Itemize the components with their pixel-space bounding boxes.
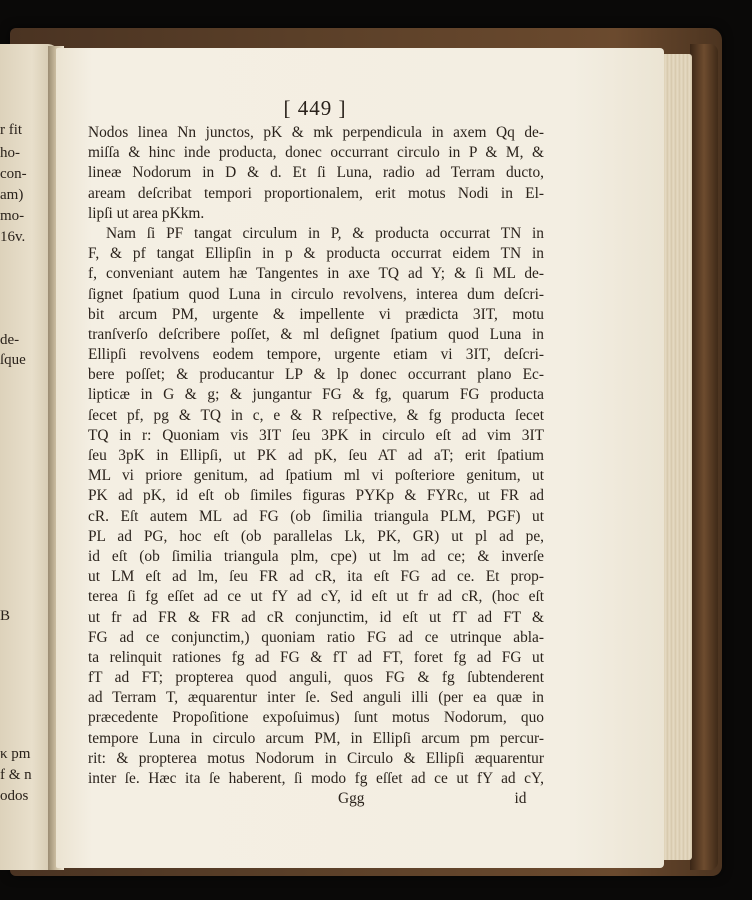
text-line: inter ſe. Hæc ita ſe haberent, ſi modo fg eſſet ad ce ut fY ad cY, (88, 770, 544, 787)
text-line: Nam ſi PF tangat circulum in P, & producta occurrat TN in (106, 224, 544, 242)
left-page-text-fragment: ſque (0, 352, 26, 368)
text-line: ad Terram T, æquarentur inter ſe. Sed anguli illi (per ea quæ in (88, 689, 544, 707)
text-line: f, conveniant autem hæ Tangentes in axe TQ ad Y; & ſi ML de- (88, 265, 544, 283)
left-page-text-fragment: r fit (0, 122, 23, 138)
text-line: ut fr ad FR & FR ad cR conjunctim, id eſt ut fT ad FT & (88, 608, 544, 626)
signature-mark: Ggg (338, 790, 365, 808)
text-line: Ellipſi revolvens eodem tempore, urgente etiam vi 3IT, deſcri- (88, 346, 544, 364)
text-line: cR. Eſt autem ML ad FG (ob ſimilia triangula PLM, PGF) ut (88, 507, 544, 525)
text-line: FG ad ce conjunctim,) quoniam ratio FG ad ce utrinque abla- (88, 628, 544, 646)
signature-line (88, 789, 544, 809)
page-number: [ 449 ] (283, 96, 347, 120)
left-page-text-fragment: de- (0, 332, 20, 348)
text-line: bit arcum PM, urgente & impellente vi prædicta 3IT, motu (88, 305, 544, 323)
text-line: terea ſi fg eſſet ad ce ut fY ad cY, id eſt ut fr ad cR, (hoc eſt (88, 588, 544, 606)
text-line: fT ad FT; propterea quod anguli, quos FG & fg ſubtenderent (88, 669, 544, 687)
left-page-text-fragment: B (0, 608, 11, 624)
left-page-text-fragment: κ pm (0, 746, 31, 762)
text-line: id eſt (ob ſimilia triangula plm, cpe) ut lm ad ce; & inverſe (88, 547, 544, 565)
text-line: tranſverſo deſcribere poſſet, & ml deſignet ſpatium quod Luna in (88, 325, 544, 343)
text-line: bere poſſet; & producantur LP & lp donec occurrant plano Ec- (88, 366, 544, 384)
text-line: ſecet pf, pg & TQ in c, e & R reſpective, & fg producta ſecet (88, 406, 544, 424)
book-spine-edge (690, 44, 718, 870)
text-line: rit: & propterea motus Nodorum in Circulo & Ellipſi æquarentur (88, 749, 544, 767)
left-page-text-fragment: f & n (0, 767, 32, 783)
text-line: TQ in r: Quoniam vis 3IT ſeu 3PK in circulo eſt ad vim 3IT (88, 426, 544, 444)
left-page-text-fragment: ho- (0, 145, 20, 161)
left-page-text-fragment: odos (0, 788, 29, 804)
text-line: PL ad PG, hoc eſt (ob parallelas Lk, PK, GR) ut pl ad pe, (88, 527, 544, 545)
text-line: Nodos linea Nn junctos, pK & mk perpendicula in axem Qq de- (88, 124, 544, 141)
text-line: ML vi priore genitum, ad ſpatium ml vi poſteriore genitum, ut (88, 467, 544, 485)
body-text (88, 123, 544, 809)
text-line: F, & pf tangat Ellipſin in p & producta occurrat eidem TN in (88, 245, 544, 263)
text-line: ta relinquit rationes fg ad FG & fT ad FT, foret fg ad FG ut (88, 648, 544, 666)
left-page-text-fragment: con- (0, 166, 27, 182)
text-line: ſignet ſpatium quod Luna in circulo revolvens, interea dum deſcri- (88, 285, 544, 303)
text-line: præcedente Propoſitione expoſuimus) ſunt motus Nodorum, quo (88, 709, 544, 727)
text-line: miſſa & hinc inde producta, donec occurrant circulo in P & M, & (88, 144, 544, 162)
text-line: ſeu 3pK in Ellipſi, ut PK ad pK, ſeu AT ad aT; erit ſpatium (88, 447, 544, 464)
left-page-text-fragment: 16v. (0, 229, 26, 245)
text-line: ut LM eſt ad lm, ſeu FR ad cR, ita eſt FG ad ce. Et prop- (88, 568, 544, 586)
text-line: tempore Luna in circulo arcum PM, in Ellipſi arcum pm percur- (88, 729, 544, 747)
text-line: aream deſcribat tempori proportionalem, erit motus Nodi in El- (88, 184, 544, 202)
text-line: PK ad pK, id eſt ob ſimiles figuras PYKp & FYRc, ut FR ad (88, 487, 544, 505)
text-line: lipſi ut area pKkm. (88, 204, 205, 222)
left-page-text-fragment: am) (0, 187, 24, 203)
catchword: id (514, 790, 527, 808)
text-line: lineæ Nodorum in D & d. Et ſi Luna, radio ad Terram ducto, (88, 164, 544, 182)
text-line: lipticæ in G & g; & jungantur FG & fg, quarum FG producta (88, 386, 544, 404)
left-page-text-fragment: mo- (0, 208, 25, 224)
